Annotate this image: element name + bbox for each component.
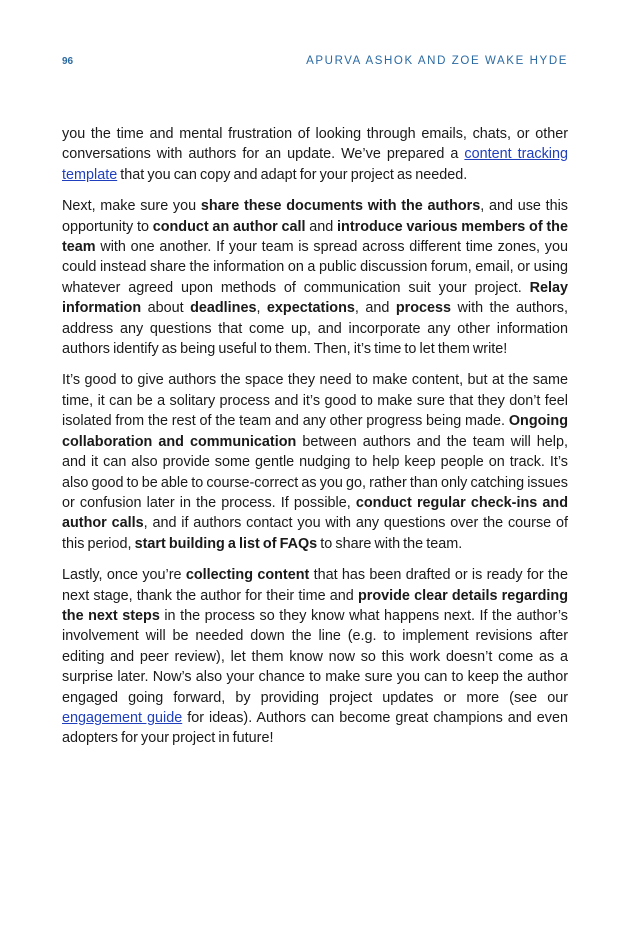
text-run: you the time and mental frustration of looking through emails, chats, or other conversations with authors for an update. We’ve prepared a <box>62 126 568 163</box>
running-head: APURVA ASHOK AND ZOE WAKE HYDE <box>306 55 568 67</box>
bold-phrase: process <box>395 300 452 317</box>
text-run: , and if authors contact you with any questions over the course of this period, <box>62 515 568 552</box>
text-run: that you can copy and adapt for your project as needed. <box>117 166 468 183</box>
text-run: Lastly, once you’re <box>62 567 186 584</box>
text-run: and <box>305 218 338 235</box>
paragraph <box>62 124 568 185</box>
text-run: about <box>141 300 191 317</box>
bold-phrase: introduce various members of the team <box>62 218 568 256</box>
bold-phrase: conduct regular check-ins and author calls <box>62 494 568 532</box>
paragraph <box>62 196 568 359</box>
page-number: 96 <box>62 56 74 67</box>
bold-phrase: conduct an author call <box>152 218 306 235</box>
text-run: , <box>256 300 267 317</box>
text-run: , and <box>354 300 396 317</box>
text-run: for ideas). Authors can become great champions and even adopters for your project in future! <box>62 709 568 747</box>
text-run: It’s good to give authors the space they need to make content, but at the same time, it can be a solitary process and it’s good to make sure that they don’t feel isolated from the rest of the team and any other progress being made. <box>62 372 568 430</box>
bold-phrase: expectations <box>266 300 355 317</box>
text-run: between authors and the team will help, and it can also provide some gentle nudging to help keep people on track. It’s also good to be able to course-correct as you go, rather than only catching issues or confusion later in the process. If possible, <box>62 433 568 511</box>
bold-phrase: deadlines <box>190 300 257 317</box>
bold-phrase: share these documents with the authors <box>200 198 481 215</box>
body-text <box>62 124 568 760</box>
text-run: to share with the team. <box>317 535 463 552</box>
text-run: , and use this opportunity to <box>62 198 569 235</box>
paragraph <box>62 565 568 749</box>
inline-link[interactable]: engagement guide <box>62 709 183 726</box>
bold-phrase: provide clear details regarding the next steps <box>62 587 568 624</box>
text-run: Next, make sure you <box>62 198 201 215</box>
text-run: in the process so they know what happens next. If the author’s involvement will be needed down the line (e.g. to implement revisions after editing and peer review), let them know now so this work doesn’t come as a surprise later. Now’s also your chance to make sure you can to keep the author engaged going forward, by providing project updates or more (see our <box>62 607 568 706</box>
text-run: with one another. If your team is spread across different time zones, you could instead share the information on a public discussion forum, email, or using whatever agreed upon methods of communication suit your project. <box>62 239 568 296</box>
bold-phrase: collecting content <box>185 567 310 584</box>
bold-phrase: start building a list of FAQs <box>134 535 318 552</box>
bold-phrase: Ongoing collaboration and communication <box>62 413 568 450</box>
text-run: with the authors, address any questions that come up, and incorporate any other information authors identify as being useful to them. Then, it’s time to let them write! <box>62 300 568 358</box>
text-run: that has been drafted or is ready for the next stage, thank the author for their time and <box>62 567 569 604</box>
page-header <box>62 56 568 70</box>
paragraph <box>62 370 568 554</box>
bold-phrase: Relay information <box>62 279 568 317</box>
inline-link[interactable]: content tracking template <box>62 146 568 183</box>
